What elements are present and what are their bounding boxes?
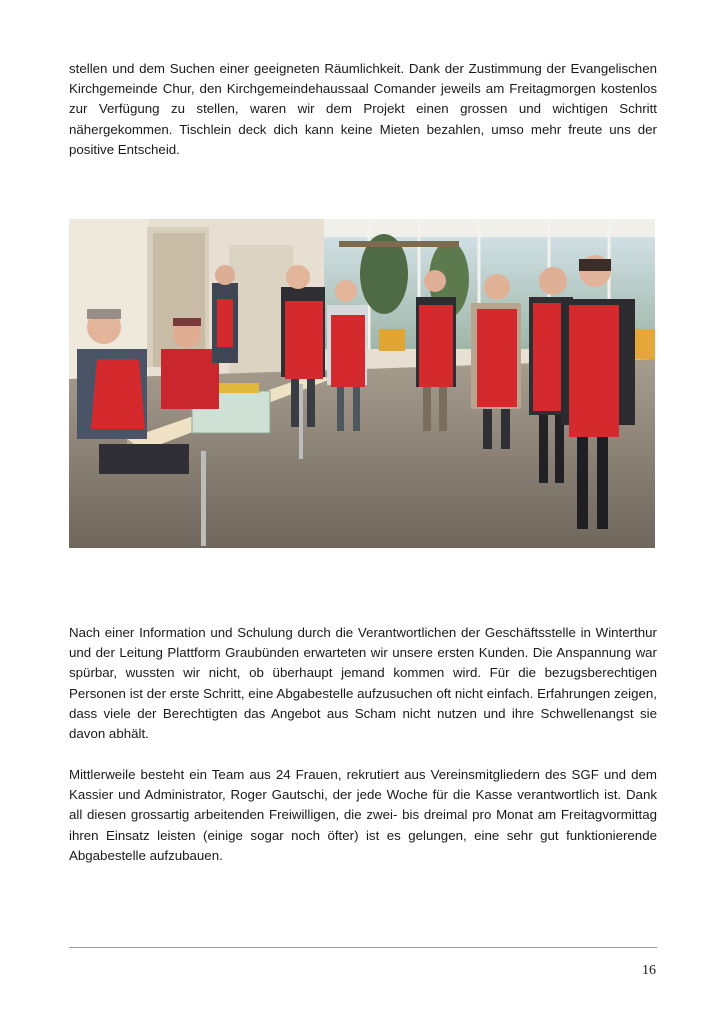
paragraph-training: Nach einer Information und Schulung durch die Verantwortlichen der Geschäftsstelle in Winterthur und der Leitung Plattform Graubünden erwarteten wir unsere ersten Kunden. Die Anspannung war spürbar, wussten wir nicht, ob überhaupt jemand kommen wird. Für die bezugsberechtigen Personen ist der erste Schritt, eine Abgabestelle aufzusuchen oft nicht einfach. Erfahrungen zeigen, dass viele der Berechtigten das Angebot aus Scham nicht nutzen und ihre Schwellenangst sie davon abhält. xyxy=(69,625,657,742)
page-number: 16 xyxy=(642,963,656,978)
footer-divider xyxy=(69,947,657,948)
paragraph-team: Mittlerweile besteht ein Team aus 24 Frauen, rekrutiert aus Vereinsmitgliedern des SGF und dem Kassier und Administrator, Roger Gautschi, der jede Woche für die Kasse verantwortlich ist. Dank all diesen grossartig arbeitenden Freiwilligen, die zwei- bis dreimal pro Monat am Freitagvormittag ihren Einsatz leisten (einige sogar noch öfter) ist es gelungen, eine sehr gut funktionierende Abgabestelle aufzubauen. xyxy=(69,767,657,863)
paragraph-intro: stellen und dem Suchen einer geeigneten Räumlichkeit. Dank der Zustimmung der Evangelischen Kirchgemeinde Chur, den Kirchgemeindehaussaal Comander jeweils am Freitagmorgen kostenlos zur Verfügung zu stellen, waren wir dem Projekt einen grossen und wichtigen Schritt nähergekommen. Tischlein deck dich kann keine Mieten bezahlen, umso mehr freute uns der positive Entscheid. xyxy=(69,61,657,157)
team-photo xyxy=(69,219,655,548)
